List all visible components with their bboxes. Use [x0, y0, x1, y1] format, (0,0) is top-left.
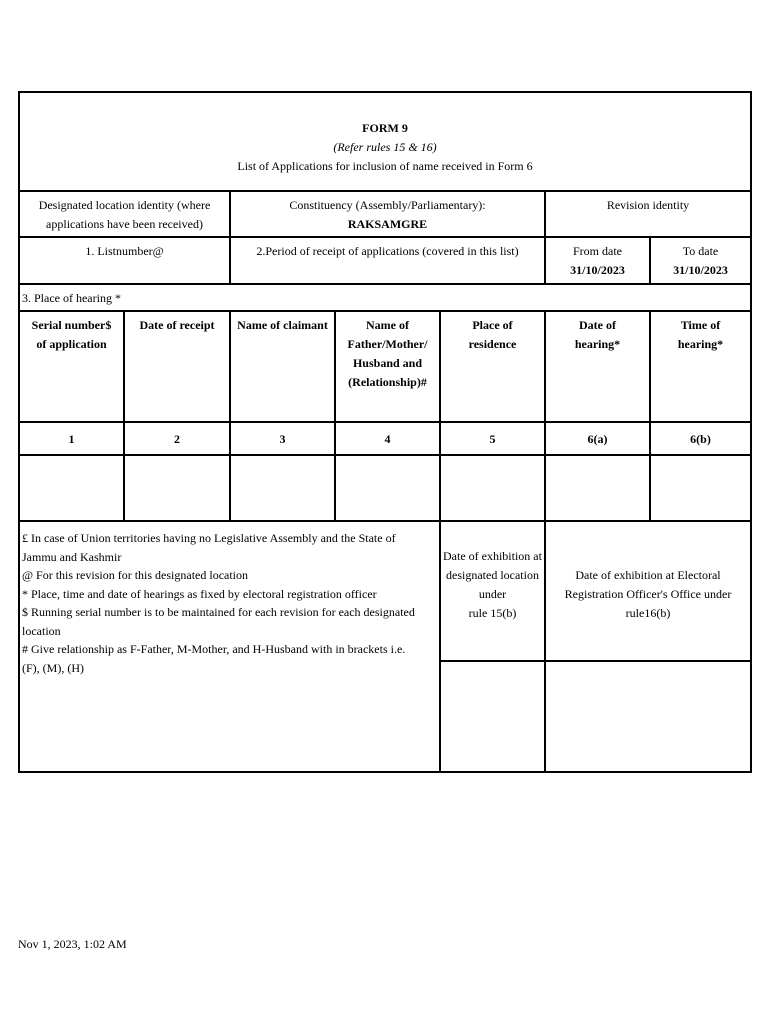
period-of-receipt-label: 2.Period of receipt of applications (covered in this list) [256, 244, 519, 258]
col-number-text: 6(a) [587, 432, 608, 446]
note-line: Jammu and Kashmir [22, 549, 122, 564]
col-header-line: Place of [472, 318, 513, 332]
place-of-hearing-label: 3. Place of hearing * [22, 291, 121, 305]
note-line: (F), (M), (H) [22, 660, 84, 675]
col-header-line: Date of [579, 318, 616, 332]
exhibition-ero-date-box [546, 662, 750, 771]
exhibition-ero-line: Date of exhibition at Electoral [575, 568, 721, 582]
col-serial-number [20, 312, 125, 423]
designated-location-label-2: applications have been received) [46, 217, 203, 231]
to-date-label: To date [682, 244, 719, 258]
revision-identity-cell [546, 192, 750, 238]
form-header [20, 93, 750, 192]
exhibition-designated-line: under [478, 587, 507, 601]
col-number [231, 423, 336, 456]
col-header-line: Father/Mother/ [347, 337, 428, 351]
data-cell-receipt-date [125, 456, 231, 522]
revision-identity-label: Revision identity [606, 198, 690, 212]
note-line: @ For this revision for this designated location [22, 568, 249, 582]
exhibition-ero-line: rule16(b) [625, 606, 671, 620]
from-date-label: From date [573, 244, 622, 258]
exhibition-designated-line: designated location [446, 568, 539, 582]
note-line: # Give relationship as F-Father, M-Mother, and H-Husband with in brackets i.e. [22, 642, 406, 656]
col-header-line: Name of claimant [237, 318, 328, 332]
col-number-text: 1 [68, 432, 75, 446]
col-header-line: of application [36, 337, 107, 351]
constituency-label: Constituency (Assembly/Parliamentary): [289, 198, 486, 212]
designated-location-cell [20, 192, 231, 238]
col-number-text: 6(b) [690, 432, 711, 446]
data-cell-claimant [231, 456, 336, 522]
col-number [651, 423, 750, 456]
listnumber-label: 1. Listnumber@ [85, 244, 164, 258]
col-time-of-hearing [651, 312, 750, 423]
note-line: $ Running serial number is to be maintained for each revision for each designated [22, 605, 415, 619]
form-refer-rules: (Refer rules 15 & 16) [333, 140, 437, 154]
to-date-value: 31/10/2023 [673, 263, 728, 277]
col-date-of-hearing [546, 312, 651, 423]
col-number-text: 3 [279, 432, 286, 446]
data-cell-hearing-date [546, 456, 651, 522]
data-cell-relation [336, 456, 441, 522]
note-line: * Place, time and date of hearings as fixed by electoral registration officer [22, 586, 377, 601]
form-number: FORM 9 [362, 121, 408, 135]
exhibition-designated-line: rule 15(b) [468, 606, 517, 620]
col-header-line: Date of receipt [139, 318, 215, 332]
exhibition-designated-date-box [441, 662, 546, 771]
col-header-line: residence [468, 337, 517, 351]
data-cell-serial [20, 456, 125, 522]
exhibition-designated-cell [441, 522, 546, 662]
col-header-line: Husband and [352, 356, 423, 370]
form-title: List of Applications for inclusion of name received in Form 6 [237, 159, 533, 173]
exhibition-ero-cell [546, 522, 750, 662]
data-cell-hearing-time [651, 456, 750, 522]
period-of-receipt-cell [231, 238, 546, 285]
from-date-cell [546, 238, 651, 285]
note-line: £ In case of Union territories having no Legislative Assembly and the State of [22, 531, 396, 545]
col-number-text: 2 [174, 432, 180, 446]
col-name-of-claimant [231, 312, 336, 423]
exhibition-ero-line: Registration Officer's Office under [564, 587, 732, 601]
to-date-cell [651, 238, 750, 285]
constituency-value: RAKSAMGRE [347, 217, 428, 231]
col-number [20, 423, 125, 456]
note-line: location [22, 623, 61, 638]
exhibition-designated-line: Date of exhibition at [443, 549, 542, 563]
col-header-line: Serial number$ [31, 318, 112, 332]
listnumber-cell [20, 238, 231, 285]
col-header-line: Name of [366, 318, 409, 332]
place-of-hearing-cell [20, 285, 750, 312]
data-cell-residence [441, 456, 546, 522]
col-place-of-residence [441, 312, 546, 423]
col-number-text: 5 [489, 432, 496, 446]
col-relation-name [336, 312, 441, 423]
col-header-line: hearing* [574, 337, 621, 351]
from-date-value: 31/10/2023 [570, 263, 625, 277]
form-9-table [18, 91, 752, 773]
col-date-of-receipt [125, 312, 231, 423]
designated-location-label-1: Designated location identity (where [38, 198, 211, 212]
footer-timestamp: Nov 1, 2023, 1:02 AM [18, 937, 127, 951]
col-header-line: Time of [680, 318, 721, 332]
col-number-text: 4 [384, 432, 391, 446]
col-header-line: hearing* [677, 337, 724, 351]
col-number [441, 423, 546, 456]
col-header-line: (Relationship)# [348, 375, 427, 389]
constituency-cell [231, 192, 546, 238]
col-number [125, 423, 231, 456]
col-number [546, 423, 651, 456]
col-number [336, 423, 441, 456]
notes-cell [20, 522, 441, 771]
